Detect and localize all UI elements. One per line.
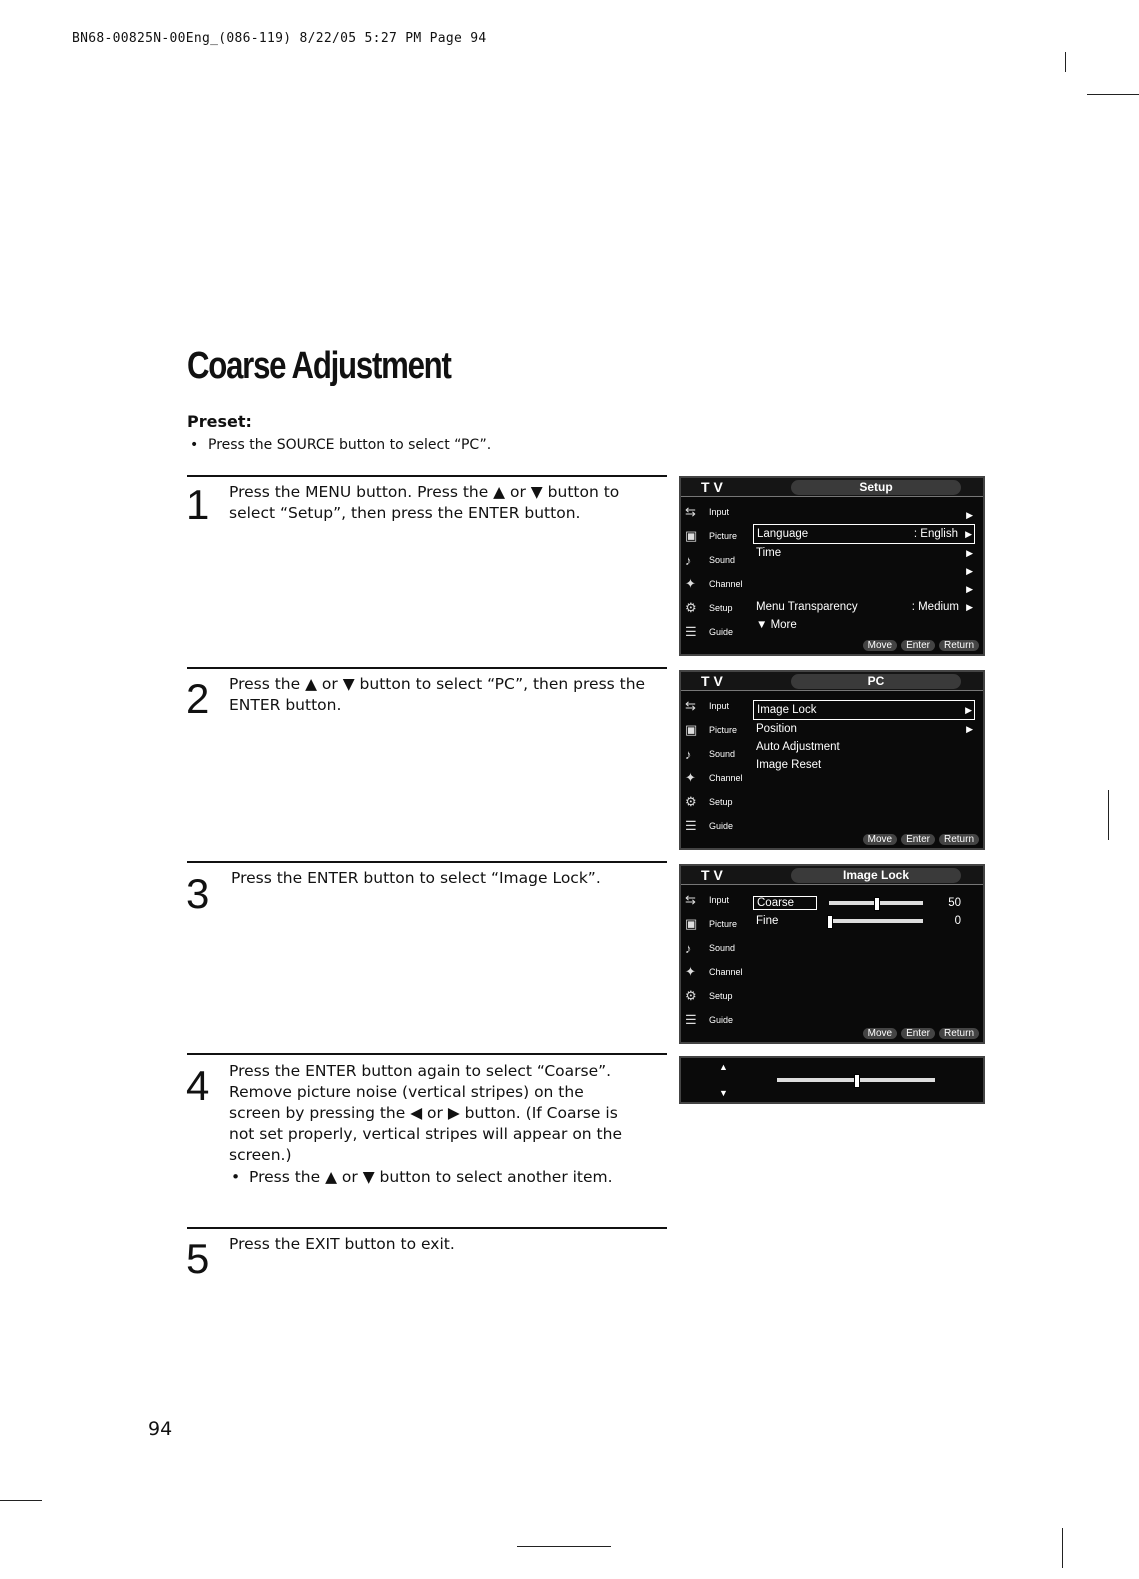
page-number: 94 [148, 1418, 173, 1440]
osd-sidebar-item: ♪ Sound [685, 746, 736, 762]
osd-footer [863, 834, 979, 845]
step-number: 3 [186, 870, 210, 917]
setup-icon: ⚙ [685, 794, 697, 809]
osd-sidebar-item: ⇆ Input [685, 504, 730, 519]
osd-sidebar [685, 888, 747, 1032]
osd-sidebar-item: ▣ Picture [685, 528, 738, 543]
fine-slider-track [829, 919, 923, 923]
osd-menu-row: Time ▶ [756, 547, 973, 559]
move-hint: Move [863, 1028, 897, 1039]
step-sub-text: Press the ▲ or ▼ button to select another item. [249, 1168, 613, 1186]
osd-footer [863, 640, 979, 651]
osd-menu-row-selected: Image Lock ▶ [753, 700, 975, 720]
right-arrow-icon: ▶ [966, 509, 973, 520]
osd-menu-row: Image Reset [756, 759, 822, 771]
channel-icon: ✦ [685, 576, 696, 591]
input-icon: ⇆ [685, 698, 696, 713]
crop-mark [1087, 94, 1139, 95]
osd-menu-title: PC [791, 674, 961, 689]
osd-sidebar-item: ✦ Channel [685, 576, 743, 591]
osd-header [681, 866, 983, 885]
print-slug: BN68-00825N-00Eng_(086-119) 8/22/05 5:27 PM Page 94 [72, 31, 487, 46]
osd-sidebar-item: ⚙ Setup [685, 794, 733, 809]
step-number: 5 [186, 1235, 210, 1282]
osd-slider-row [753, 894, 975, 912]
step-text: Press the ENTER button to select “Image Lock”. [231, 869, 601, 887]
osd-sidebar-item: ☰ Guide [685, 1012, 734, 1027]
osd-header [681, 478, 983, 497]
osd-sidebar-item: ▣ Picture [685, 722, 738, 737]
step-divider [187, 1227, 667, 1229]
osd-tv-label: T V [701, 867, 723, 883]
preset-label: Preset: [187, 412, 252, 431]
osd-menu-title: Setup [791, 480, 961, 495]
osd-setup-screen [679, 476, 985, 656]
osd-menu-title: Image Lock [791, 868, 961, 883]
step-text: Press the EXIT button to exit. [229, 1235, 455, 1253]
osd-sidebar [685, 500, 747, 644]
crop-mark [0, 1500, 42, 1501]
osd-sidebar-item: ♪ Sound [685, 940, 736, 956]
crop-mark [1062, 1528, 1063, 1568]
preset-bullet: • Press the SOURCE button to select “PC”. [190, 437, 492, 453]
up-arrow-icon: ▲ [719, 1062, 728, 1072]
osd-sidebar-item: ⇆ Input [685, 698, 730, 713]
step-divider [187, 667, 667, 669]
sound-icon: ♪ [685, 940, 692, 956]
right-arrow-icon: ▶ [965, 528, 972, 539]
down-arrow-icon: ▼ [719, 1088, 728, 1098]
osd-sidebar-item: ✦ Channel [685, 964, 743, 979]
osd-sidebar-item: ☰ Guide [685, 818, 734, 833]
step-number: 2 [186, 675, 210, 722]
osd-tv-label: T V [701, 673, 723, 689]
osd-menu-row: ▼ More [756, 619, 797, 631]
picture-icon: ▣ [685, 528, 698, 543]
right-arrow-icon: ▶ [966, 547, 973, 558]
move-hint: Move [863, 640, 897, 651]
picture-icon: ▣ [685, 722, 698, 737]
strip-slider-knob [854, 1074, 860, 1088]
osd-sidebar [685, 694, 747, 838]
step-text: Press the MENU button. Press the ▲ or ▼ button to select “Setup”, then press the ENTER button. [229, 483, 620, 522]
channel-icon: ✦ [685, 770, 696, 785]
right-arrow-icon: ▶ [966, 601, 973, 612]
osd-slider-value: 50 [948, 897, 961, 909]
sound-icon: ♪ [685, 552, 692, 568]
osd-sidebar-item: ▣ Picture [685, 916, 738, 931]
fine-slider-knob [827, 915, 833, 929]
osd-sidebar-item: ⚙ Setup [685, 600, 733, 615]
crop-mark [1108, 790, 1109, 840]
guide-icon: ☰ [685, 624, 697, 639]
crop-mark [1065, 52, 1066, 72]
step-text: Press the ENTER button again to select “Coarse”. Remove picture noise (vertical stripes) on the screen by pressing the ◀ or ▶ button. (If Coarse is not set properly, vertical stripes will appear on the screen.) [229, 1062, 622, 1164]
picture-icon: ▣ [685, 916, 698, 931]
sound-icon: ♪ [685, 746, 692, 762]
osd-menu-row [753, 562, 975, 580]
osd-pc-screen [679, 670, 985, 850]
return-hint: Return [939, 834, 979, 845]
guide-icon: ☰ [685, 818, 697, 833]
step-sub-bullet: • Press the ▲ or ▼ button to select another item. [231, 1168, 613, 1186]
osd-menu-row [753, 580, 975, 598]
guide-icon: ☰ [685, 1012, 697, 1027]
step-number: 4 [186, 1062, 210, 1109]
osd-slider-label: Fine [756, 915, 779, 927]
osd-sidebar-item: ♪ Sound [685, 552, 736, 568]
osd-sidebar-item: ⚙ Setup [685, 988, 733, 1003]
return-hint: Return [939, 640, 979, 651]
osd-slider-value: 0 [954, 915, 961, 927]
osd-image-lock-screen [679, 864, 985, 1044]
enter-hint: Enter [901, 834, 935, 845]
osd-menu-rows [753, 700, 975, 774]
input-icon: ⇆ [685, 892, 696, 907]
setup-icon: ⚙ [685, 988, 697, 1003]
right-arrow-icon: ▶ [966, 723, 973, 734]
input-icon: ⇆ [685, 504, 696, 519]
osd-menu-rows [753, 506, 975, 634]
crop-mark [517, 1546, 611, 1547]
osd-menu-row [753, 506, 975, 524]
enter-hint: Enter [901, 1028, 935, 1039]
osd-sidebar-item: ✦ Channel [685, 770, 743, 785]
osd-slider-strip [679, 1056, 985, 1104]
setup-icon: ⚙ [685, 600, 697, 615]
step-text: Press the ▲ or ▼ button to select “PC”, then press the ENTER button. [229, 675, 646, 714]
osd-footer [863, 1028, 979, 1039]
osd-sidebar-item: ☰ Guide [685, 624, 734, 639]
osd-sidebar-item: ⇆ Input [685, 892, 730, 907]
right-arrow-icon: ▶ [965, 704, 972, 715]
step-divider [187, 861, 667, 863]
osd-tv-label: T V [701, 479, 723, 495]
osd-menu-row-selected: Language : English ▶ [753, 524, 975, 544]
enter-hint: Enter [901, 640, 935, 651]
right-arrow-icon: ▶ [966, 565, 973, 576]
right-arrow-icon: ▶ [966, 583, 973, 594]
move-hint: Move [863, 834, 897, 845]
coarse-slider-knob [874, 897, 880, 911]
osd-slider-label: Coarse [753, 896, 817, 910]
osd-header [681, 672, 983, 691]
osd-menu-rows [753, 894, 975, 930]
osd-menu-row: Menu Transparency : Medium ▶ [756, 601, 973, 613]
osd-menu-row: Auto Adjustment [756, 741, 840, 753]
step-number: 1 [186, 481, 210, 528]
channel-icon: ✦ [685, 964, 696, 979]
preset-bullet-text: Press the SOURCE button to select “PC”. [208, 437, 492, 453]
page-title: Coarse Adjustment [187, 345, 451, 387]
osd-slider-row [753, 912, 975, 930]
step-divider [187, 1053, 667, 1055]
osd-menu-row: Position ▶ [756, 723, 973, 735]
return-hint: Return [939, 1028, 979, 1039]
step-divider [187, 475, 667, 477]
